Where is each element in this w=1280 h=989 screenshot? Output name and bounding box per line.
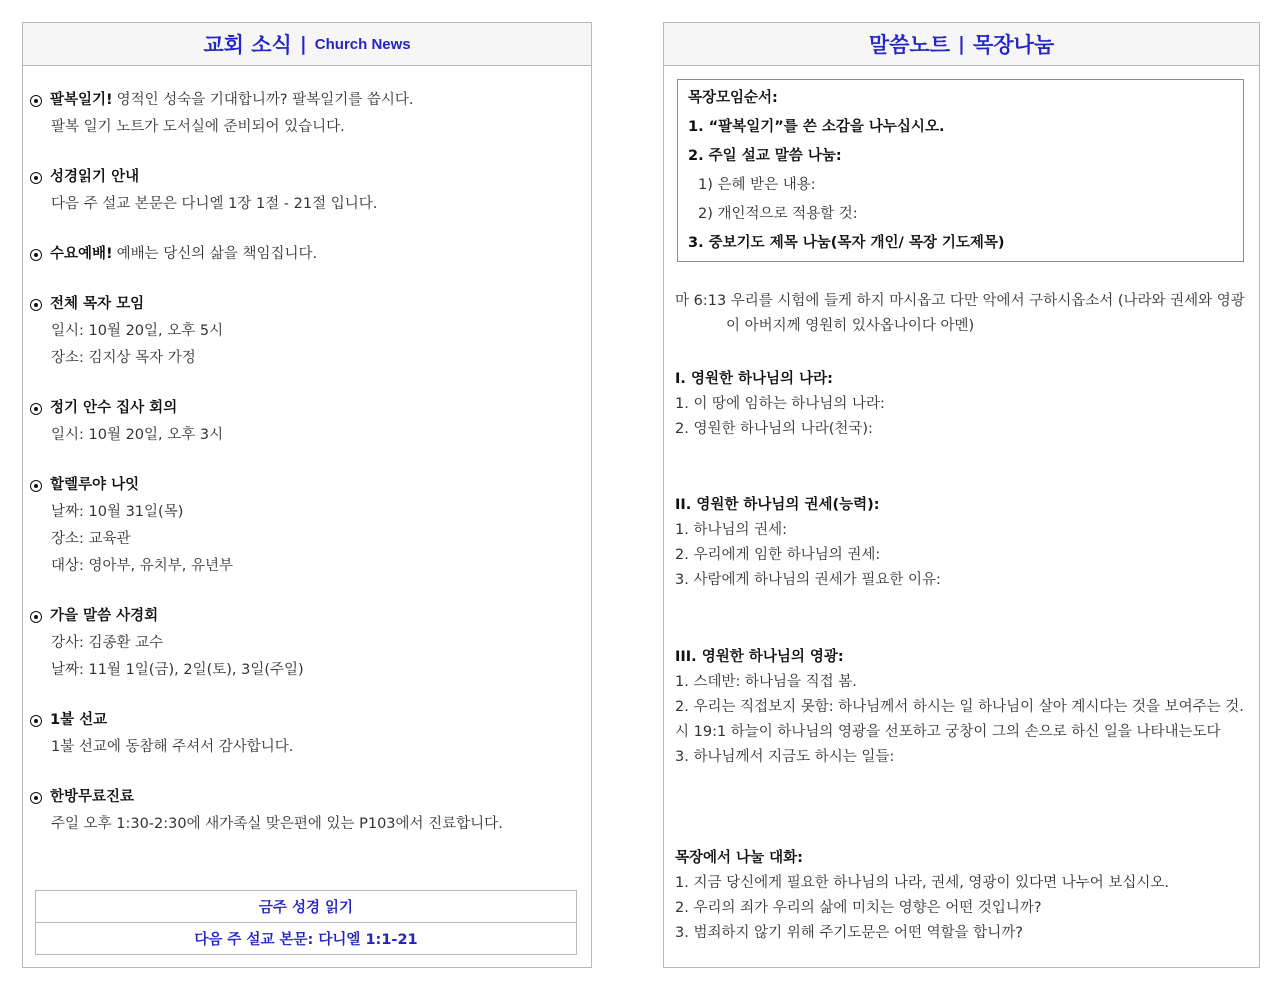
section-title: II. 영원한 하나님의 권세(능력): (675, 497, 880, 513)
church-news-title: 교회 소식 (203, 33, 292, 57)
note-line: 2. 우리는 직접보지 못함: 하나님께서 하시는 일 하나님이 살아 계시다는 것을 보여주는 것. (675, 699, 1244, 715)
bullet-icon (30, 715, 42, 727)
bullet-icon (30, 403, 42, 415)
scripture-verse: 마 6:13 우리를 시험에 들게 하지 마시옵고 다만 악에서 구하시옵소서 (나라와 권세와 영광 (675, 293, 1245, 309)
sermon-notes-title: 말씀노트 (868, 33, 951, 57)
news-line: 장소: 교육관 (51, 531, 131, 547)
note-line: 1. 지금 당신에게 필요한 하나님의 나라, 권세, 영광이 있다면 나누어 보십시오. (675, 875, 1169, 891)
note-line: 1. 하나님의 권세: (675, 522, 787, 538)
news-title: 한방무료진료 (50, 789, 135, 805)
news-item (29, 784, 585, 838)
news-title: 수요예배! (50, 246, 113, 262)
meeting-order-substep: 2) 개인적으로 적용할 것: (698, 206, 858, 222)
header-separator: | (958, 33, 965, 55)
news-item (29, 241, 585, 268)
news-line: 주일 오후 1:30-2:30에 새가족실 맞은편에 있는 P103에서 진료합니다. (51, 816, 503, 832)
news-line: 대상: 영아부, 유치부, 유년부 (51, 558, 234, 574)
news-line: 장소: 김지상 목자 가정 (51, 350, 196, 366)
news-line: 날짜: 11월 1일(금), 2일(토), 3일(주일) (51, 662, 304, 678)
news-title: 정기 안수 집사 회의 (50, 400, 178, 416)
news-title: 1불 선교 (50, 712, 108, 728)
scripture-verse-cont: 이 아버지께 영원히 있사옵나이다 아멘) (726, 318, 975, 334)
bullet-icon (30, 480, 42, 492)
church-news-subtitle: Church News (314, 35, 411, 53)
bullet-icon (30, 611, 42, 623)
note-line: 시 19:1 하늘이 하나님의 영광을 선포하고 궁창이 그의 손으로 하신 일을 나타내는도다 (675, 724, 1221, 740)
news-title: 팔복일기! (50, 92, 113, 108)
section-title: 목장에서 나눌 대화: (675, 850, 803, 866)
news-item (29, 603, 585, 684)
note-line: 2. 우리에게 임한 하나님의 권세: (675, 547, 881, 563)
meeting-order-step: 2. 주일 설교 말씀 나눔: (688, 148, 842, 164)
news-item (29, 291, 585, 372)
news-line: 일시: 10월 20일, 오후 3시 (51, 427, 224, 443)
church-news-header (23, 23, 591, 66)
news-list (29, 87, 585, 861)
news-title: 할렐루야 나잇 (50, 477, 140, 493)
sermon-notes-body (675, 289, 1249, 946)
news-item (29, 472, 585, 580)
note-line: 2. 영원한 하나님의 나라(천국): (675, 421, 873, 437)
meeting-order-substep: 1) 은혜 받은 내용: (698, 177, 816, 193)
note-line: 1. 스데반: 하나님을 직접 봄. (675, 674, 857, 690)
bullet-icon (30, 299, 42, 311)
bullet-icon (30, 249, 42, 261)
sermon-notes-subtitle: 목장나눔 (972, 33, 1055, 57)
meeting-order-box (677, 79, 1244, 262)
news-line: 일시: 10월 20일, 오후 5시 (51, 323, 224, 339)
news-title: 가을 말씀 사경회 (50, 608, 159, 624)
meeting-order-title: 목장모임순서: (688, 90, 778, 106)
note-line: 3. 범죄하지 않기 위해 주기도문은 어떤 역할을 합니까? (675, 925, 1023, 941)
news-line: 다음 주 설교 본문은 다니엘 1장 1절 - 21절 입니다. (51, 196, 378, 212)
news-title: 전체 목자 모임 (50, 296, 145, 312)
note-line: 3. 하나님께서 지금도 하시는 일들: (675, 749, 895, 765)
note-line: 2. 우리의 죄가 우리의 삶에 미치는 영향은 어떤 것입니까? (675, 900, 1042, 916)
bullet-icon (30, 95, 42, 107)
bible-reading-box (35, 890, 577, 955)
meeting-order-step: 1. “팔복일기”를 쓴 소감을 나누십시오. (688, 119, 945, 135)
bullet-icon (30, 792, 42, 804)
next-sermon-text: 다음 주 설교 본문: 다니엘 1:1-21 (36, 922, 576, 954)
section-title: I. 영원한 하나님의 나라: (675, 371, 833, 387)
news-item (29, 164, 585, 218)
news-line: 1불 선교에 동참해 주셔서 감사합니다. (51, 739, 294, 755)
header-separator: | (299, 33, 307, 55)
note-line: 1. 이 땅에 임하는 하나님의 나라: (675, 396, 885, 412)
weekly-reading-label: 금주 성경 읽기 (258, 900, 354, 916)
news-title: 성경읽기 안내 (50, 169, 140, 185)
note-line: 3. 사람에게 하나님의 권세가 필요한 이유: (675, 572, 941, 588)
bullet-icon (30, 172, 42, 184)
news-item (29, 87, 585, 141)
sermon-notes-panel (663, 22, 1260, 968)
news-line: 날짜: 10월 31일(목) (51, 504, 184, 520)
news-title-desc: 예배는 당신의 삶을 책임집니다. (116, 246, 318, 262)
news-line: 팔복 일기 노트가 도서실에 준비되어 있습니다. (51, 119, 345, 135)
news-title-desc: 영적인 성숙을 기대합니까? 팔복일기를 씁시다. (116, 92, 414, 108)
news-item (29, 395, 585, 449)
meeting-order-step: 3. 중보기도 제목 나눔(목자 개인/ 목장 기도제목) (688, 235, 1005, 251)
sermon-notes-header (664, 23, 1259, 66)
news-line: 강사: 김종환 교수 (51, 635, 164, 651)
news-item (29, 707, 585, 761)
church-news-panel (22, 22, 592, 968)
section-title: III. 영원한 하나님의 영광: (675, 649, 844, 665)
